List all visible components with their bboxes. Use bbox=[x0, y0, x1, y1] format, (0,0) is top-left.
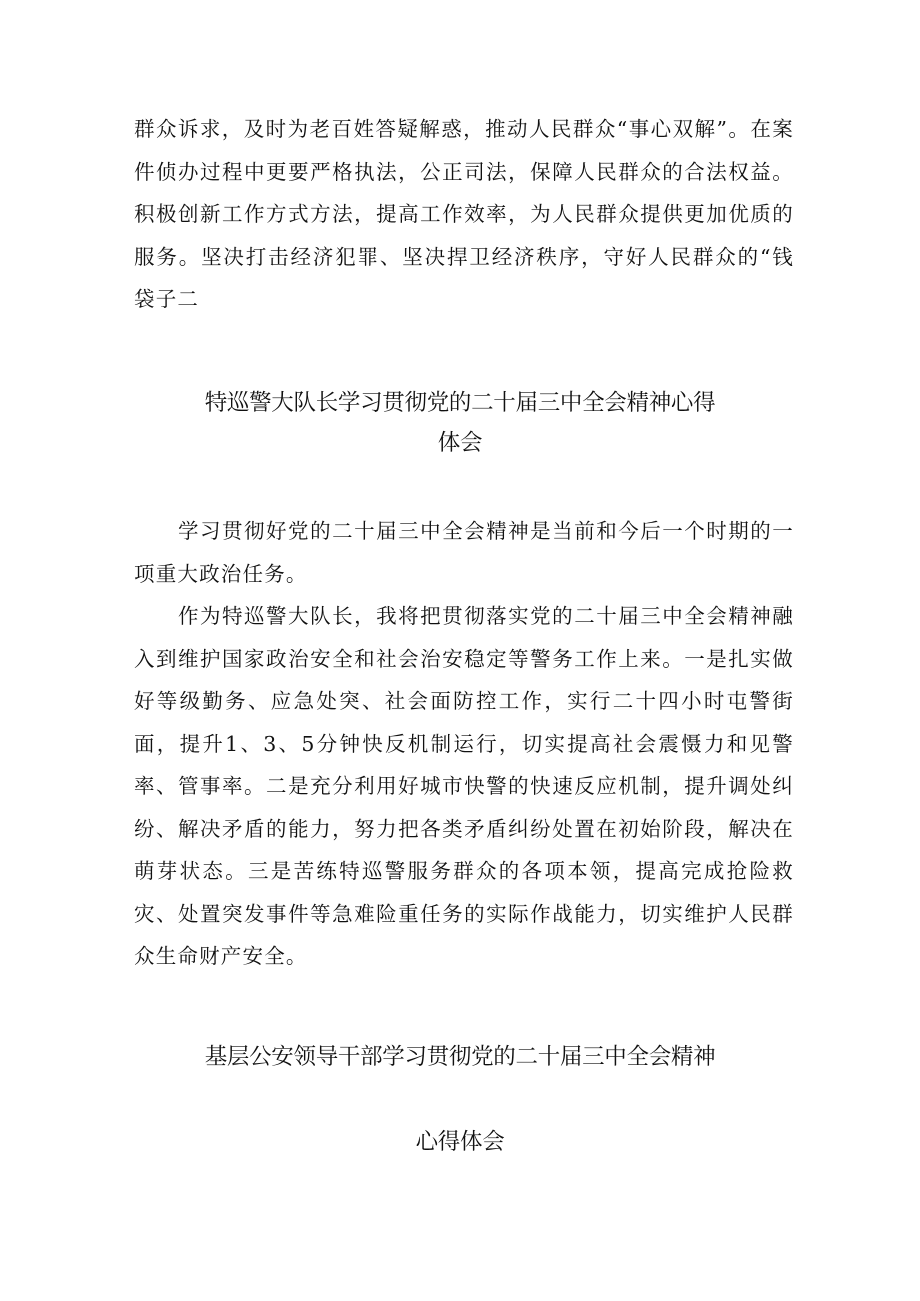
section1-paragraph: 作为特巡警大队长，我将把贯彻落实党的二十届三中全会精神融入到维护国家政治安全和社会治安稳定等警务工作上来。一是扎实做好等级勤务、应急处突、社会面防控工作，实行二十四小时屯警街面，提升1、3、5分钟快反机制运行，切实提高社会震慑力和见警率、管事率。二是充分利用好城市快警的快速反应机制，提升调处纠纷、解决矛盾的能力，努力把各类矛盾纠纷处置在初始阶段，解决在萌芽状态。三是苦练特巡警服务群众的各项本领，提高完成抢险救灾、处置突发事件等急难险重任务的实际作战能力，切实维护人民群众生命财产安全。 bbox=[134, 604, 794, 968]
continuation-paragraph-block bbox=[134, 108, 794, 321]
section1-title-line2: 体会 bbox=[437, 430, 483, 456]
section2-title-line2: 心得体会 bbox=[415, 1129, 505, 1155]
continuation-paragraph: 群众诉求，及时为老百姓答疑解惑，推动人民群众“事心双解”。在案件侦办过程中更要严格执法，公正司法，保障人民群众的合法权益。积极创新工作方式方法，提高工作效率，为人民群众提供更加优质的服务。坚决打击经济犯罪、坚决捍卫经济秩序，守好人民群众的“钱袋子二 bbox=[134, 117, 794, 311]
section1-paragraph: 学习贯彻好党的二十届三中全会精神是当前和今后一个时期的一项重大政治任务。 bbox=[134, 519, 794, 586]
section2-title-line1: 基层公安领导干部学习贯彻党的二十届三中全会精神 bbox=[204, 1044, 716, 1070]
section1-body bbox=[134, 510, 794, 978]
section1-title-line1: 特巡警大队长学习贯彻党的二十届三中全会精神心得 bbox=[204, 390, 716, 416]
